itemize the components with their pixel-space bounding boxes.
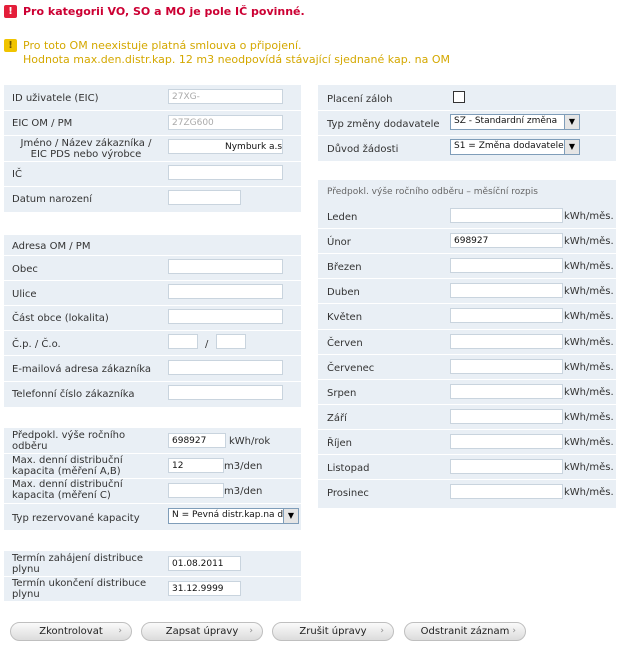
divider: [318, 479, 616, 480]
month-unit: kWh/měs.: [564, 261, 614, 272]
max-capacity-ab-label: Max. denní distribuční kapacita (měření A,B): [12, 455, 123, 477]
month-label: Září: [327, 413, 347, 424]
month-label: Říjen: [327, 438, 352, 449]
chevron-right-icon: ›: [249, 626, 253, 636]
month-label: Březen: [327, 262, 362, 273]
cp-input[interactable]: [168, 334, 198, 349]
annual-consumption-input[interactable]: 698927: [168, 433, 226, 448]
month-input[interactable]: [450, 409, 563, 424]
divider: [318, 329, 616, 330]
month-input[interactable]: [450, 359, 563, 374]
error-text: Pro kategorii VO, SO a MO je pole IČ povinné.: [23, 5, 305, 18]
divider: [318, 454, 616, 455]
month-label: Červenec: [327, 363, 375, 374]
chevron-right-icon: ›: [380, 626, 384, 636]
email-input[interactable]: [168, 360, 283, 375]
divider: [4, 330, 301, 331]
divider: [318, 253, 616, 254]
delete-button[interactable]: Odstranit záznam ›: [404, 622, 526, 641]
chevron-down-icon[interactable]: ▼: [564, 115, 579, 129]
month-unit: kWh/měs.: [564, 236, 614, 247]
divider: [318, 379, 616, 380]
chevron-right-icon: ›: [512, 626, 516, 636]
month-unit: kWh/měs.: [564, 462, 614, 473]
month-input[interactable]: [450, 208, 563, 223]
chevron-down-icon[interactable]: ▼: [564, 140, 579, 154]
error-message: [4, 5, 305, 18]
divider: [4, 161, 301, 162]
distribution-end-input[interactable]: 31.12.9999: [168, 581, 241, 596]
month-label: Prosinec: [327, 488, 369, 499]
month-input[interactable]: [450, 434, 563, 449]
co-input[interactable]: [216, 334, 246, 349]
divider: [4, 381, 301, 382]
cp-label: Č.p. / Č.o.: [12, 339, 61, 350]
month-input[interactable]: 698927: [450, 233, 563, 248]
month-unit: kWh/měs.: [564, 487, 614, 498]
divider: [318, 110, 616, 111]
divider: [4, 576, 301, 577]
month-unit: kWh/měs.: [564, 311, 614, 322]
capacity-type-label: Typ rezervované kapacity: [12, 513, 140, 524]
month-label: Květen: [327, 312, 363, 323]
divider: [318, 303, 616, 304]
cast-obce-label: Část obce (lokalita): [12, 313, 109, 324]
divider: [4, 110, 301, 111]
divider: [318, 278, 616, 279]
monthly-title: Předpokl. výše ročního odběru – měsíční rozpis: [327, 187, 538, 197]
warning-text-2: Hodnota max.den.distr.kap. 12 m3 neodpovídá stávající sjednané kap. na OM: [23, 53, 451, 66]
month-unit: kWh/měs.: [564, 437, 614, 448]
deposits-label: Placení záloh: [327, 94, 393, 105]
eic-label: ID uživatele (EIC): [12, 93, 99, 104]
birth-date-input[interactable]: [168, 190, 241, 205]
chevron-down-icon[interactable]: ▼: [283, 509, 298, 523]
check-button[interactable]: Zkontrolovat ›: [10, 622, 132, 641]
month-label: Listopad: [327, 463, 370, 474]
deposits-checkbox[interactable]: [453, 91, 465, 103]
month-input[interactable]: [450, 334, 563, 349]
warning-icon: !: [4, 39, 17, 52]
ulice-label: Ulice: [12, 289, 37, 300]
month-unit: kWh/měs.: [564, 286, 614, 297]
distribution-start-label: Termín zahájení distribuce plynu: [12, 553, 144, 575]
month-input[interactable]: [450, 484, 563, 499]
month-label: Srpen: [327, 388, 357, 399]
phone-label: Telefonní číslo zákazníka: [12, 389, 135, 400]
reason-select[interactable]: S1 = Změna dodavatele ▼: [450, 139, 580, 155]
divider: [4, 186, 301, 187]
annual-unit: kWh/rok: [229, 436, 271, 447]
ic-input[interactable]: [168, 165, 283, 180]
change-type-select[interactable]: SZ - Standardní změna ▼: [450, 114, 580, 130]
max-capacity-c-input[interactable]: [168, 483, 224, 498]
max-capacity-c-label: Max. denní distribuční kapacita (měření C): [12, 479, 123, 501]
obec-label: Obec: [12, 264, 38, 275]
ulice-input[interactable]: [168, 284, 283, 299]
warning-text-1: Pro toto OM neexistuje platná smlouva o připojení.: [23, 39, 302, 52]
month-input[interactable]: [450, 459, 563, 474]
divider: [318, 135, 616, 136]
max-capacity-ab-unit: m3/den: [224, 461, 263, 472]
divider: [4, 355, 301, 356]
month-unit: kWh/měs.: [564, 412, 614, 423]
warning-message: [4, 39, 450, 67]
divider: [4, 453, 301, 454]
cp-separator: /: [205, 339, 209, 350]
month-label: Duben: [327, 287, 360, 298]
divider: [4, 280, 301, 281]
month-input[interactable]: [450, 308, 563, 323]
month-label: Červen: [327, 338, 363, 349]
change-type-label: Typ změny dodavatele: [327, 119, 440, 130]
customer-name-label: Jméno / Název zákazníka / EIC PDS nebo výrobce: [20, 138, 152, 160]
birth-date-label: Datum narození: [12, 194, 92, 205]
chevron-right-icon: ›: [118, 626, 122, 636]
month-unit: kWh/měs.: [564, 337, 614, 348]
email-label: E-mailová adresa zákazníka: [12, 364, 151, 375]
address-title: Adresa OM / PM: [12, 241, 91, 252]
divider: [4, 135, 301, 136]
cancel-button[interactable]: Zrušit úpravy ›: [272, 622, 394, 641]
max-capacity-c-unit: m3/den: [224, 486, 263, 497]
month-unit: kWh/měs.: [564, 211, 614, 222]
divider: [318, 354, 616, 355]
month-input[interactable]: [450, 283, 563, 298]
divider: [318, 228, 616, 229]
month-unit: kWh/měs.: [564, 362, 614, 373]
ic-label: IČ: [12, 169, 22, 180]
customer-name-input[interactable]: Nymburk a.s: [168, 139, 283, 154]
eic-om-input[interactable]: 27ZG600: [168, 115, 283, 130]
divider: [4, 255, 301, 256]
distribution-end-label: Termín ukončení distribuce plynu: [12, 578, 147, 600]
month-label: Únor: [327, 237, 351, 248]
month-unit: kWh/měs.: [564, 387, 614, 398]
divider: [4, 305, 301, 306]
month-input[interactable]: [450, 258, 563, 273]
distribution-start-input[interactable]: 01.08.2011: [168, 556, 241, 571]
eic-input[interactable]: 27XG-: [168, 89, 283, 104]
divider: [318, 429, 616, 430]
max-capacity-ab-input[interactable]: 12: [168, 458, 224, 473]
obec-input[interactable]: [168, 259, 283, 274]
error-icon: !: [4, 5, 17, 18]
save-button[interactable]: Zapsat úpravy ›: [141, 622, 263, 641]
reason-label: Důvod žádosti: [327, 144, 399, 155]
month-label: Leden: [327, 212, 358, 223]
annual-consumption-label: Předpokl. výše ročního odběru: [12, 430, 126, 452]
capacity-type-select[interactable]: N = Pevná distr.kap.na d ▼: [168, 508, 299, 524]
eic-om-label: EIC OM / PM: [12, 118, 73, 129]
cast-obce-input[interactable]: [168, 309, 283, 324]
divider: [318, 404, 616, 405]
phone-input[interactable]: [168, 385, 283, 400]
divider: [4, 503, 301, 504]
month-input[interactable]: [450, 384, 563, 399]
